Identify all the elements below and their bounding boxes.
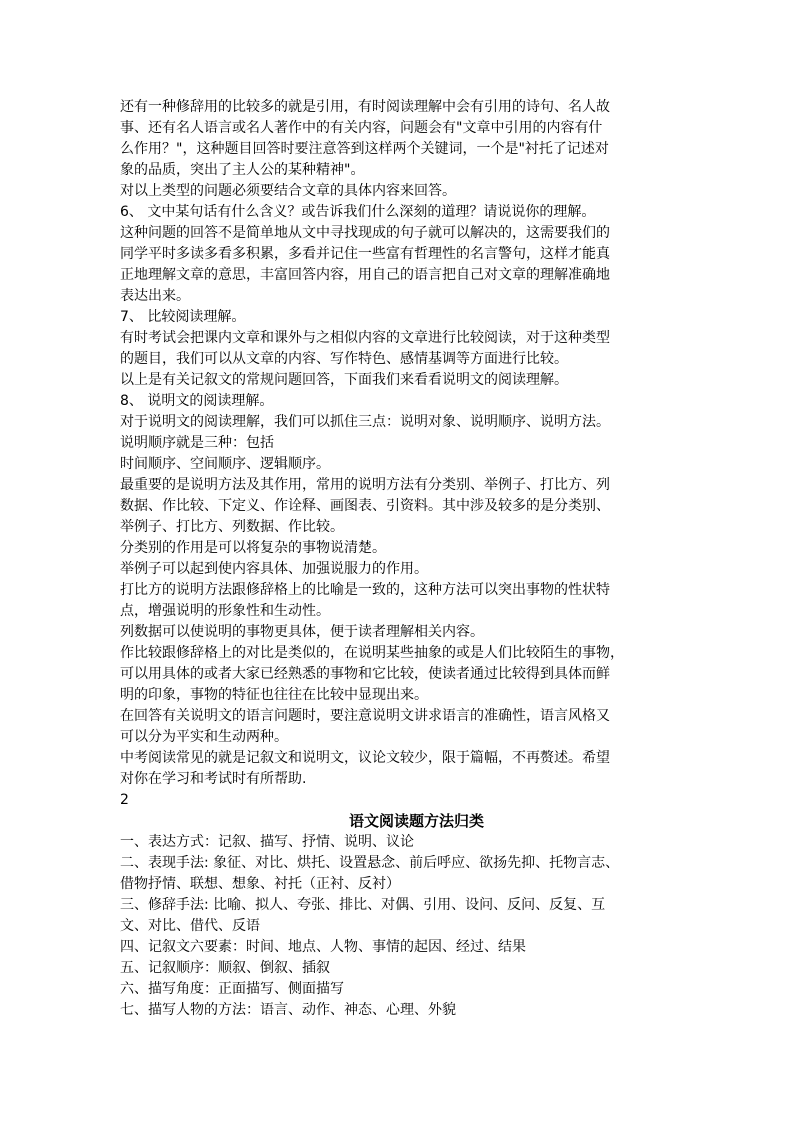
- list-item: 文、对比、借代、反语: [120, 918, 260, 934]
- list-item: 三、修辞手法: 比喻、拟人、夸张、排比、对偶、引用、设问、反问、反复、互: [120, 897, 606, 913]
- text-line: 的题目，我们可以从文章的内容、写作特色、感情基调等方面进行比较。: [120, 351, 568, 367]
- text-line: 对你在学习和考试时有所帮助.: [120, 771, 307, 787]
- text-line: 在回答有关说明文的语言问题时，要注意说明文讲求语言的准确性，语言风格又: [120, 708, 610, 724]
- list-item: 一、表达方式：记叙、描写、抒情、说明、议论: [120, 834, 414, 850]
- text-line: 这种问题的回答不是简单地从文中寻找现成的句子就可以解决的，这需要我们的: [120, 225, 610, 241]
- text-line: 作比较跟修辞格上的对比是类似的，在说明某些抽象的或是人们比较陌生的事物，: [120, 645, 624, 661]
- text-line: 同学平时多读多看多积累，多看并记住一些富有哲理性的名言警句，这样才能真: [120, 246, 610, 262]
- text-line: 举例子、打比方、列数据、作比较。: [120, 519, 344, 535]
- list-item: 二、表现手法: 象征、对比、烘托、设置悬念、前后呼应、欲扬先抑、托物言志、: [120, 855, 620, 871]
- text-line: 对以上类型的问题必须要结合文章的具体内容来回答。: [120, 183, 456, 199]
- text-line: 时间顺序、空间顺序、逻辑顺序。: [120, 456, 330, 472]
- text-line: 举例子可以起到使内容具体、加强说服力的作用。: [120, 561, 428, 577]
- text-line: 事、还有名人语言或名人著作中的有关内容，问题会有"文章中引用的内容有什: [120, 120, 603, 136]
- list-item: 借物抒情、联想、想象、衬托（正衬、反衬）: [120, 876, 400, 892]
- question-heading: 8、 说明文的阅读理解。: [120, 393, 274, 409]
- list-item: 七、描写人物的方法：语言、动作、神态、心理、外貌: [120, 1002, 456, 1018]
- text-line: 数据、作比较、下定义、作诠释、画图表、引资料。其中涉及较多的是分类别、: [120, 498, 610, 514]
- text-line: 对于说明文的阅读理解，我们可以抓住三点：说明对象、说明顺序、说明方法。: [120, 414, 610, 430]
- list-item: 四、记叙文六要素：时间、地点、人物、事情的起因、经过、结果: [120, 939, 526, 955]
- text-line: 可以分为平实和生动两种。: [120, 729, 288, 745]
- question-heading: 6、 文中某句话有什么含义？或告诉我们什么深刻的道理？请说说你的理解。: [120, 204, 596, 220]
- text-line: 最重要的是说明方法及其作用，常用的说明方法有分类别、举例子、打比方、列: [120, 477, 610, 493]
- text-line: 列数据可以使说明的事物更具体，便于读者理解相关内容。: [120, 624, 484, 640]
- text-line: 点，增强说明的形象性和生动性。: [120, 603, 330, 619]
- text-line: 正地理解文章的意思，丰富回答内容，用自己的语言把自己对文章的理解准确地: [120, 267, 610, 283]
- page-number: 2: [120, 792, 129, 808]
- text-line: 以上是有关记叙文的常规问题回答，下面我们来看看说明文的阅读理解。: [120, 372, 568, 388]
- text-line: 中考阅读常见的就是记叙文和说明文，议论文较少，限于篇幅，不再赘述。希望: [120, 750, 610, 766]
- question-heading: 7、 比较阅读理解。: [120, 309, 246, 325]
- text-line: 可以用具体的或者大家已经熟悉的事物和它比较，使读者通过比较得到具体而鲜: [120, 666, 610, 682]
- text-line: 表达出来。: [120, 288, 190, 304]
- document-body: [120, 97, 685, 1021]
- section-title: 语文阅读题方法归类: [348, 812, 484, 830]
- text-line: 分类别的作用是可以将复杂的事物说清楚。: [120, 540, 386, 556]
- list-item: 五、记叙顺序：顺叙、倒叙、插叙: [120, 960, 330, 976]
- text-line: 有时考试会把课内文章和课外与之相似内容的文章进行比较阅读，对于这种类型: [120, 330, 610, 346]
- text-line: 还有一种修辞用的比较多的就是引用，有时阅读理解中会有引用的诗句、名人故: [120, 99, 610, 115]
- text-line: 打比方的说明方法跟修辞格上的比喻是一致的，这种方法可以突出事物的性状特: [120, 582, 610, 598]
- text-line: 么作用？"，这种题目回答时要注意答到这样两个关键词，一个是"衬托了记述对: [120, 141, 609, 157]
- text-line: 明的印象，事物的特征也往往在比较中显现出来。: [120, 687, 428, 703]
- text-line: 说明顺序就是三种：包括: [120, 435, 274, 451]
- list-item: 六、描写角度：正面描写、侧面描写: [120, 981, 344, 997]
- text-line: 象的品质，突出了主人公的某种精神"。: [120, 162, 365, 178]
